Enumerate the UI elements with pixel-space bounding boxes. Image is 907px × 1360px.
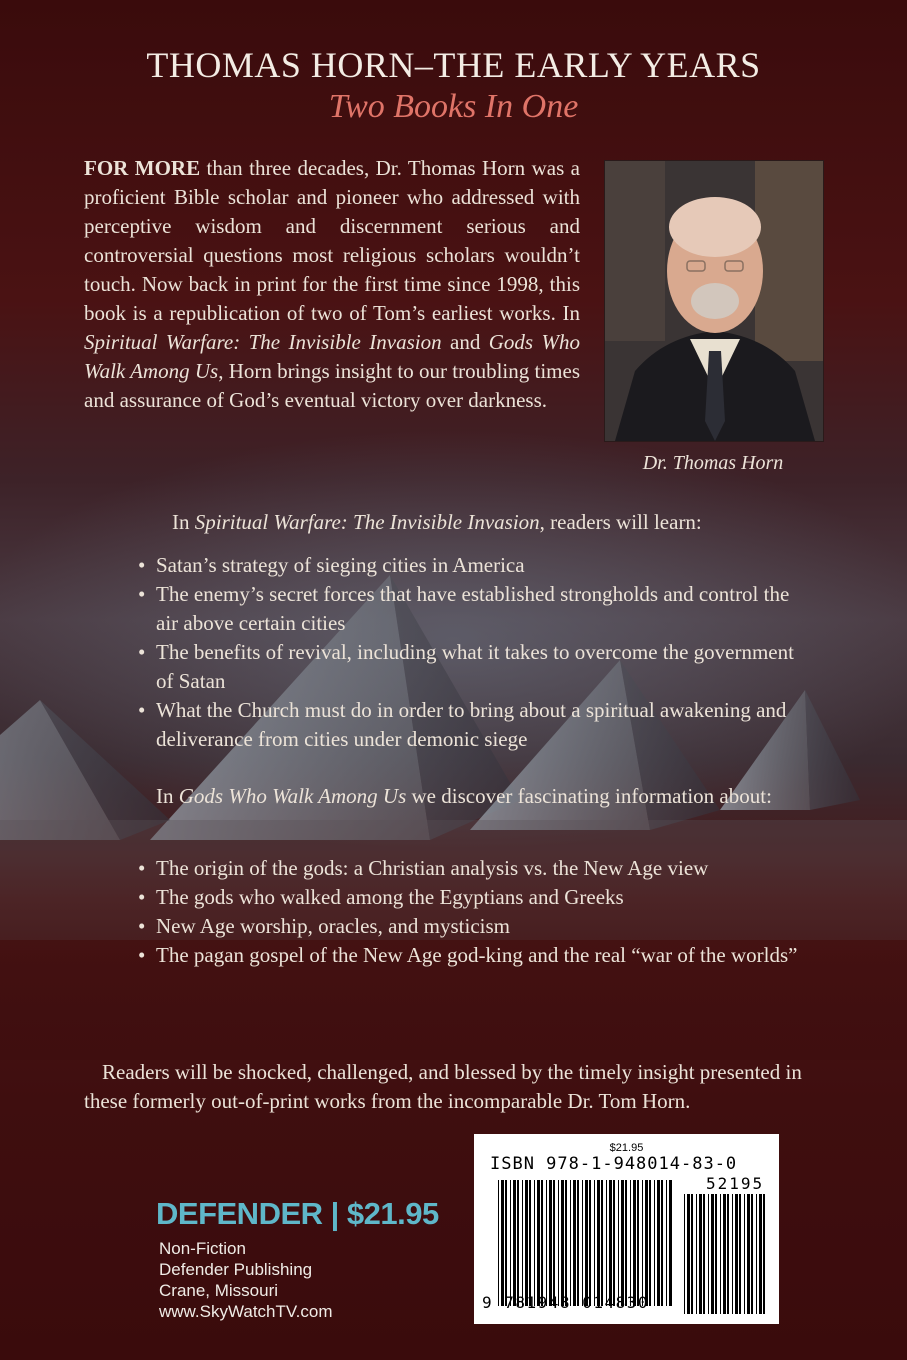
book-category: Non-Fiction bbox=[159, 1239, 246, 1258]
list-item: • The pagan gospel of the New Age god-king and the real “war of the worlds” bbox=[138, 943, 798, 967]
intro-lead: FOR MORE bbox=[84, 156, 201, 180]
barcode-bar bbox=[763, 1194, 765, 1314]
barcode-bar bbox=[618, 1180, 619, 1306]
barcode-bar bbox=[534, 1180, 535, 1306]
barcode-bar bbox=[525, 1180, 528, 1306]
barcode-bar bbox=[735, 1194, 738, 1314]
barcode-bar bbox=[501, 1180, 504, 1306]
author-photo bbox=[604, 160, 824, 442]
publisher-price-line: DEFENDER | $21.95 bbox=[156, 1196, 439, 1231]
barcode-bar bbox=[606, 1180, 607, 1306]
section-2-intro bbox=[120, 782, 780, 811]
barcode-bar bbox=[613, 1180, 615, 1306]
book-title: THOMAS HORN–THE EARLY YEARS bbox=[146, 45, 761, 85]
section-1-bullet-list bbox=[120, 551, 810, 754]
barcode-addon: 52195 bbox=[706, 1174, 765, 1193]
barcode-bar bbox=[756, 1194, 757, 1314]
list-item: • The enemy’s secret forces that have established strongholds and control the air above certain cities bbox=[138, 582, 790, 635]
intro-text-3: , Horn brings insight to our troubling times and assurance of God’s eventual victory over darkness. bbox=[84, 359, 580, 412]
section-2-suffix: we discover fascinating information about: bbox=[406, 784, 772, 808]
barcode-isbn: ISBN 978-1-948014-83-0 bbox=[490, 1154, 738, 1174]
book-subtitle: Two Books In One bbox=[328, 88, 579, 125]
barcode-bar bbox=[727, 1194, 729, 1314]
publisher-name: Defender Publishing bbox=[159, 1260, 313, 1279]
barcode-bar bbox=[645, 1180, 648, 1306]
section-1-book: Spiritual Warfare: The Invisible Invasion bbox=[194, 510, 540, 534]
barcode-bar bbox=[747, 1194, 750, 1314]
barcode-bar bbox=[549, 1180, 552, 1306]
intro-paragraph bbox=[84, 154, 580, 415]
section-1-prefix: In bbox=[172, 510, 195, 534]
barcode-bar bbox=[558, 1180, 559, 1306]
barcode-bar bbox=[570, 1180, 571, 1306]
barcode-bar bbox=[510, 1180, 511, 1306]
barcode-bar bbox=[585, 1180, 588, 1306]
barcode-bar bbox=[666, 1180, 667, 1306]
section-1-intro bbox=[120, 508, 810, 537]
list-item: • What the Church must do in order to bring about a spiritual awakening and deliverance from cities under demonic siege bbox=[138, 698, 787, 751]
barcode-bar bbox=[529, 1180, 531, 1306]
barcode-bar bbox=[687, 1194, 690, 1314]
bullet-text: The benefits of revival, including what it takes to overcome the government of Satan bbox=[156, 640, 794, 693]
isbn-barcode bbox=[474, 1134, 779, 1324]
barcode-bar bbox=[537, 1180, 540, 1306]
barcode-bar bbox=[546, 1180, 547, 1306]
barcode-bar bbox=[513, 1180, 516, 1306]
barcode-bar bbox=[601, 1180, 603, 1306]
list-item: • The benefits of revival, including what it takes to overcome the government of Satan bbox=[138, 640, 794, 693]
bullet-text: What the Church must do in order to bring about a spiritual awakening and deliverance from cities under demonic siege bbox=[156, 698, 787, 751]
bullet-text: The gods who walked among the Egyptians and Greeks bbox=[156, 885, 624, 909]
bullet-text: The enemy’s secret forces that have established strongholds and control the air above certain cities bbox=[156, 582, 790, 635]
barcode-bar bbox=[739, 1194, 741, 1314]
barcode-bar bbox=[684, 1194, 685, 1314]
barcode-bar bbox=[657, 1180, 660, 1306]
barcode-bar bbox=[565, 1180, 567, 1306]
barcode-bar bbox=[505, 1180, 507, 1306]
barcode-price: $21.95 bbox=[609, 1142, 644, 1154]
barcode-bar bbox=[630, 1180, 631, 1306]
barcode-bar bbox=[669, 1180, 672, 1306]
intro-book-2: Gods Who Walk Among Us bbox=[84, 330, 580, 383]
barcode-bar bbox=[553, 1180, 555, 1306]
list-item: • The origin of the gods: a Christian analysis vs. the New Age view bbox=[138, 856, 709, 880]
list-item: • Satan’s strategy of sieging cities in America bbox=[138, 553, 525, 577]
barcode-bar bbox=[703, 1194, 705, 1314]
list-item: • New Age worship, oracles, and mysticism bbox=[138, 914, 511, 938]
barcode-bar bbox=[711, 1194, 714, 1314]
barcode-digits: 9 781948 014830 bbox=[482, 1293, 649, 1312]
barcode-bar bbox=[609, 1180, 612, 1306]
photo-caption: Dr. Thomas Horn bbox=[642, 452, 784, 474]
bullet-text: New Age worship, oracles, and mysticism bbox=[156, 914, 511, 938]
barcode-bar bbox=[597, 1180, 600, 1306]
barcode-bar bbox=[498, 1180, 499, 1306]
section-1-suffix: , readers will learn: bbox=[539, 510, 702, 534]
barcode-bar bbox=[633, 1180, 636, 1306]
barcode-bar bbox=[699, 1194, 702, 1314]
barcode-bar bbox=[732, 1194, 733, 1314]
barcode-bar bbox=[582, 1180, 583, 1306]
barcode-bar bbox=[561, 1180, 564, 1306]
publisher-imprint bbox=[159, 1238, 419, 1322]
barcode-bar bbox=[517, 1180, 519, 1306]
barcode-bar bbox=[594, 1180, 595, 1306]
list-item: • The gods who walked among the Egyptians and Greeks bbox=[138, 885, 624, 909]
intro-text-2: and bbox=[441, 330, 489, 354]
barcode-bar bbox=[637, 1180, 639, 1306]
barcode-bar bbox=[642, 1180, 643, 1306]
barcode-bar bbox=[708, 1194, 709, 1314]
section-2-prefix: In bbox=[156, 784, 179, 808]
barcode-bar bbox=[649, 1180, 651, 1306]
barcode-bar bbox=[621, 1180, 624, 1306]
barcode-bar bbox=[654, 1180, 655, 1306]
bullet-text: Satan’s strategy of sieging cities in America bbox=[156, 553, 525, 577]
publisher-website: www.SkyWatchTV.com bbox=[159, 1302, 333, 1321]
barcode-bar bbox=[744, 1194, 745, 1314]
barcode-bar bbox=[522, 1180, 523, 1306]
publisher-location: Crane, Missouri bbox=[159, 1281, 279, 1300]
bullet-text: The origin of the gods: a Christian analysis vs. the New Age view bbox=[156, 856, 709, 880]
barcode-bar bbox=[759, 1194, 762, 1314]
barcode-bar bbox=[720, 1194, 721, 1314]
bullet-text: The pagan gospel of the New Age god-king and the real “war of the worlds” bbox=[156, 943, 798, 967]
section-2-bullet-list bbox=[120, 854, 810, 970]
barcode-bar bbox=[696, 1194, 697, 1314]
intro-book-1: Spiritual Warfare: The Invisible Invasion bbox=[84, 330, 442, 354]
closing-paragraph: Readers will be shocked, challenged, and blessed by the timely insight presented in these formerly out-of-print works from the incomparable Dr. Tom Horn. bbox=[84, 1060, 802, 1113]
barcode-bar bbox=[723, 1194, 726, 1314]
barcode-bar bbox=[541, 1180, 543, 1306]
barcode-bar bbox=[751, 1194, 753, 1314]
section-2-book: Gods Who Walk Among Us bbox=[178, 784, 407, 808]
barcode-bar bbox=[715, 1194, 717, 1314]
barcode-bar bbox=[573, 1180, 576, 1306]
barcode-bar bbox=[691, 1194, 693, 1314]
barcode-bar bbox=[577, 1180, 579, 1306]
barcode-bar bbox=[661, 1180, 663, 1306]
barcode-bar bbox=[625, 1180, 627, 1306]
barcode-bar bbox=[589, 1180, 591, 1306]
intro-text-1: than three decades, Dr. Thomas Horn was a proficient Bible scholar and pioneer who addressed with perceptive wisdom and discernment serious and controversial questions most religious scholars wouldn’t touch. Now back in print for the first time since 1998, this book is a republication of two of Tom’s earliest works. In bbox=[84, 156, 581, 325]
